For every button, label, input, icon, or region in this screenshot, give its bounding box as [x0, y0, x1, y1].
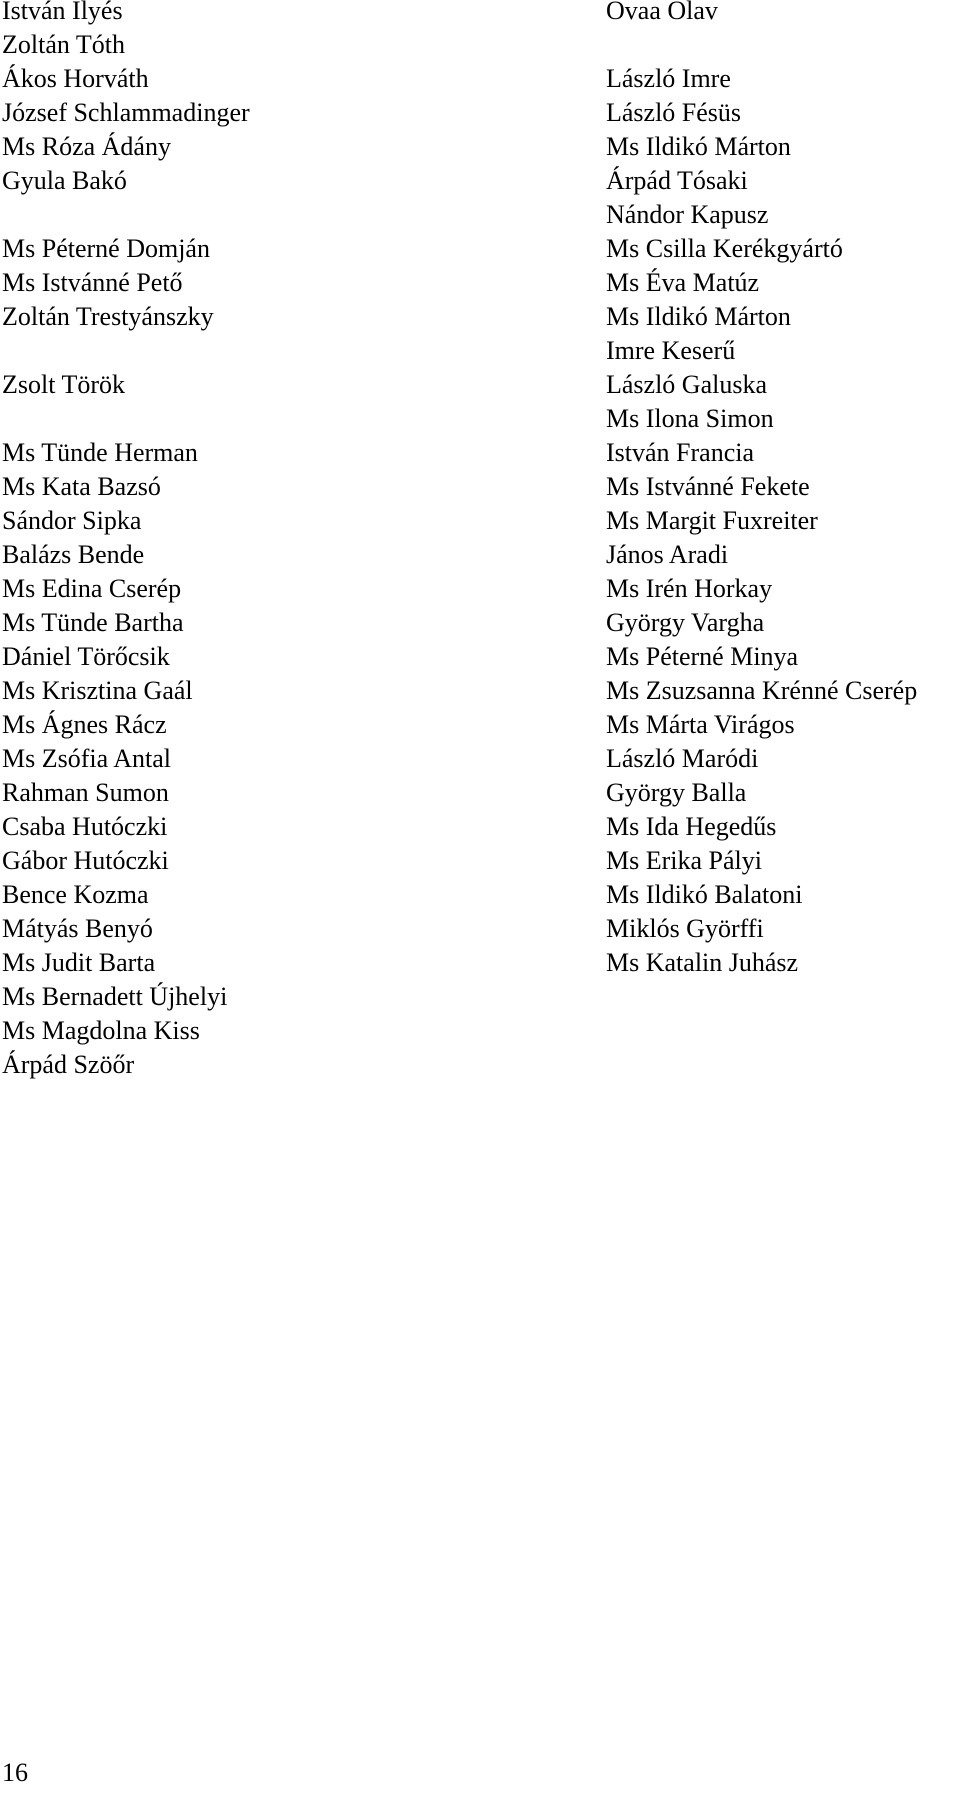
name-line: Nándor Kapusz	[606, 200, 769, 229]
name-line: Ovaa Olav	[606, 0, 718, 25]
name-line: Zoltán Trestyánszky	[2, 302, 214, 331]
name-line: László Imre	[606, 64, 731, 93]
name-line: Ms Istvánné Pető	[2, 268, 183, 297]
name-line: Miklós Györffi	[606, 914, 764, 943]
name-line: Ms Istvánné Fekete	[606, 472, 810, 501]
name-line: Ms Ida Hegedűs	[606, 812, 777, 841]
name-line: Ms Magdolna Kiss	[2, 1016, 200, 1045]
name-line: Ms Kata Bazsó	[2, 472, 161, 501]
name-line: Ms Ágnes Rácz	[2, 710, 167, 739]
name-line: Ms Ildikó Márton	[606, 302, 791, 331]
name-line: József Schlammadinger	[2, 98, 250, 127]
name-line: Ms Péterné Domján	[2, 234, 210, 263]
name-line: Imre Keserű	[606, 336, 736, 365]
name-line: Ms Irén Horkay	[606, 574, 773, 603]
name-line: Bence Kozma	[2, 880, 149, 909]
name-line: Ms Ildikó Márton	[606, 132, 791, 161]
name-line: László Fésüs	[606, 98, 742, 127]
name-line: Ms Péterné Minya	[606, 642, 799, 671]
name-line: Sándor Sipka	[2, 506, 142, 535]
name-line: Ms Margit Fuxreiter	[606, 506, 818, 535]
blank-line	[2, 198, 250, 232]
name-line: László Galuska	[606, 370, 768, 399]
blank-line	[606, 28, 917, 62]
blank-line	[2, 334, 250, 368]
name-line: Ms Róza Ádány	[2, 132, 171, 161]
name-line: Ms Tünde Bartha	[2, 608, 184, 637]
name-line: Zsolt Török	[2, 370, 126, 399]
name-line: Ms Zsófia Antal	[2, 744, 171, 773]
name-line: György Balla	[606, 778, 747, 807]
name-line: Ms Csilla Kerékgyártó	[606, 234, 843, 263]
name-line: Rahman Sumon	[2, 778, 169, 807]
name-line: Dániel Törőcsik	[2, 642, 170, 671]
name-line: Ms Katalin Juhász	[606, 948, 799, 977]
name-line: István Francia	[606, 438, 755, 467]
name-line: Ms Márta Virágos	[606, 710, 795, 739]
name-line: Ákos Horváth	[2, 64, 149, 93]
right-name-column	[606, 0, 917, 980]
name-line: Árpád Szöőr	[2, 1050, 135, 1079]
name-line: Ms Erika Pályi	[606, 846, 762, 875]
name-line: Mátyás Benyó	[2, 914, 153, 943]
name-line: Csaba Hutóczki	[2, 812, 168, 841]
name-line: Gábor Hutóczki	[2, 846, 169, 875]
name-line: Ms Judit Barta	[2, 948, 156, 977]
page-number: 16	[2, 1758, 28, 1787]
name-line: Árpád Tósaki	[606, 166, 748, 195]
name-line: Ms Edina Cserép	[2, 574, 182, 603]
name-line: Ms Zsuzsanna Krénné Cserép	[606, 676, 918, 705]
name-line: Ms Bernadett Újhelyi	[2, 982, 228, 1011]
name-line: Zoltán Tóth	[2, 30, 126, 59]
name-line: Ms Éva Matúz	[606, 268, 760, 297]
name-line: Ms Ildikó Balatoni	[606, 880, 803, 909]
name-line: László Maródi	[606, 744, 759, 773]
name-line: István Ilyés	[2, 0, 123, 25]
name-line: Gyula Bakó	[2, 166, 127, 195]
name-line: János Aradi	[606, 540, 729, 569]
name-line: Ms Ilona Simon	[606, 404, 774, 433]
name-line: Ms Tünde Herman	[2, 438, 198, 467]
name-line: György Vargha	[606, 608, 765, 637]
blank-line	[2, 402, 250, 436]
name-line: Ms Krisztina Gaál	[2, 676, 193, 705]
name-line: Balázs Bende	[2, 540, 145, 569]
left-name-column	[2, 0, 250, 1082]
